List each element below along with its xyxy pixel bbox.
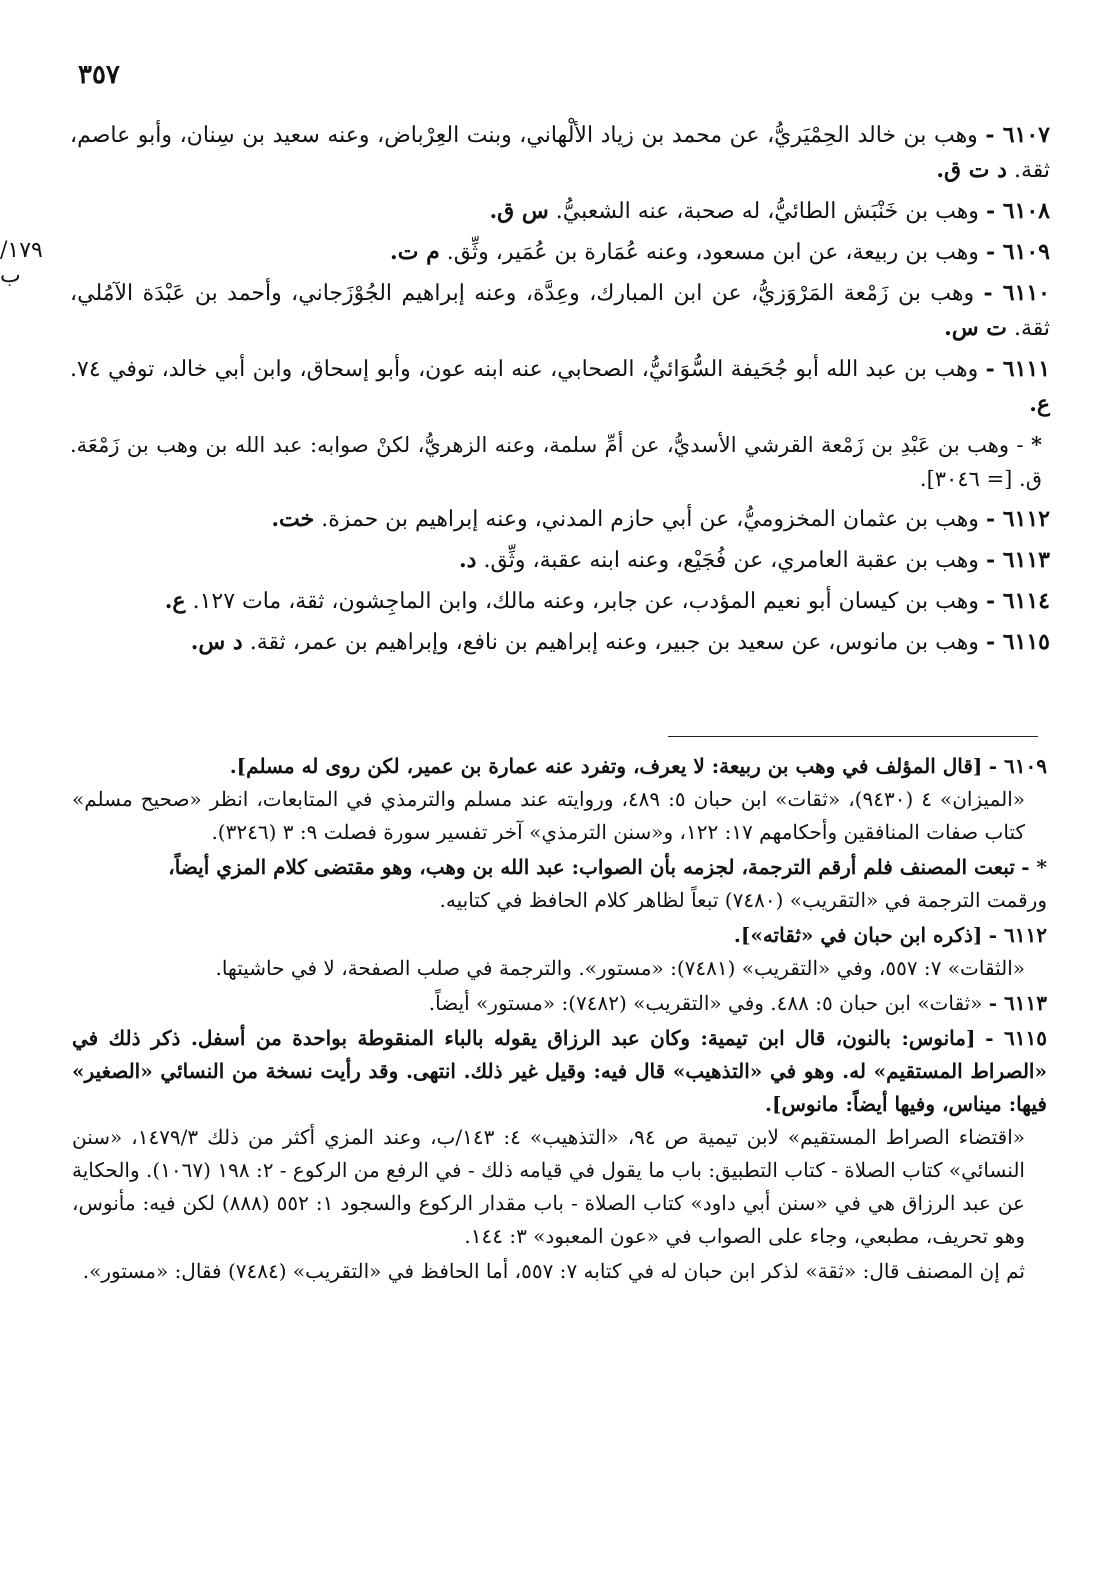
footnote-6113 [72, 987, 1047, 1020]
entry-text: وهب بن خَنْبَش الطائيُّ، له صحبة، عنه الشعبيُّ. [555, 199, 979, 224]
entry-6114 [70, 584, 1050, 619]
entry-number: ٦١١٣ - [985, 547, 1050, 573]
footnote-number: * - [1021, 855, 1047, 879]
entry-text: - وهب بن عَبْدِ بن زَمْعة القرشي الأسديُّ، عن أمِّ سلمة، وعنه الزهريُّ، لكنْ صوابه: عبد الله بن وهب بن زَمْعَة. ق. [= ٣٠٤٦]. [70, 433, 1042, 491]
footnotes [72, 750, 1047, 1290]
footnote-number: ٦١١٥ - [985, 1026, 1048, 1050]
footnote-6115 [72, 1022, 1047, 1253]
entry-text: وهب بن عقبة العامري، عن فُجَيْع، وعنه ابنه عقبة، وثِّق. [483, 548, 979, 573]
entry-6111 [70, 352, 1050, 422]
entry-codes: س ق. [489, 198, 549, 224]
entry-text: وهب بن عثمان المخزوميُّ، عن أبي حازم المدني، وعنه إبراهيم بن حمزة. [321, 507, 979, 532]
entry-codes: د ت ق. [936, 157, 1007, 183]
footnote-lead: تبعت المصنف فلم أرقم الترجمة، لجزمه بأن الصواب: عبد الله بن وهب، وهو مقتضى كلام المزي أيضاً، [168, 855, 1015, 879]
entry-text: وهب بن كيسان أبو نعيم المؤدب، عن جابر، وعنه مالك، وابن الماجِشون، ثقة، مات ١٢٧. [192, 589, 979, 614]
entry-codes: م ت. [390, 239, 440, 265]
entry-codes: ت س. [944, 315, 1007, 341]
footnote-lead: [قال المؤلف في وهب بن ربيعة: لا يعرف، وتفرد عنه عمارة بن عمير، لكن روى له مسلم]. [229, 754, 983, 778]
footnote-number: ٦١١٢ - [988, 923, 1047, 947]
entry-6110 [70, 276, 1050, 346]
entry-codes: ع. [164, 588, 186, 614]
entry-text: وهب بن زَمْعة المَرْوَزيُّ، عن ابن المبارك، وعِدَّة، وعنه إبراهيم الجُوْزَجاني، وأحمد بن عَبْدَة الآمُلي، ثقة. [70, 281, 1050, 341]
entry-text: وهب بن مانوس، عن سعيد بن جبير، وعنه إبراهيم بن نافع، وإبراهيم بن عمر، ثقة. [249, 630, 979, 655]
footnote-body: «الثقات» ٧: ٥٥٧، وفي «التقريب» (٧٤٨١): «مستور». والترجمة في صلب الصفحة، لا في حاشيتها. [215, 956, 1025, 980]
entry-6107 [70, 118, 1050, 188]
footnote-lead: [ذكره ابن حبان في «ثقاته»]. [733, 923, 983, 947]
entry-number: ٦١٠٧ - [985, 122, 1050, 148]
footnote-star [72, 851, 1047, 917]
footnote-6109 [72, 750, 1047, 849]
footnote-lead: [مانوس: بالنون، قال ابن تيمية: وكان عبد الرزاق يقوله بالباء المنقوطة بواحدة من أسفل. ذكر ذلك في «الصراط المستقيم» له. وهو في «التذهيب» قال فيه: وقيل غير ذلك. انتهى. وقد رأيت نسخة من النسائي «الصغير» فيها: ميناس، وفيها أيضاً: مانوس]. [72, 1026, 1047, 1116]
footnote-body: ثم إن المصنف قال: «ثقة» لذكر ابن حبان له في كتابه ٧: ٥٥٧، أما الحافظ في «التقريب» (٧٤٨٤) فقال: «مستور». [82, 1259, 1025, 1283]
entry-codes: د. [458, 547, 477, 573]
entry-unnumbered [70, 428, 1050, 496]
footnote-body: «اقتضاء الصراط المستقيم» لابن تيمية ص ٩٤، «التذهيب» ٤: ١٤٣/ب، وعند المزي أكثر من ذلك ١٤٧٩/٣، «سنن النسائي» كتاب الصلاة - كتاب التطبيق: باب ما يقول في قيامه ذلك - في الرفع من الركوع - ٢: ١٩٨ (١٠٦٧). والحكاية عن عبد الرزاق هي في «سنن أبي داود» كتاب الصلاة - باب مقدار الركوع والسجود ١: ٥٥٢ (٨٨٨) لكن فيه: مأنوس، وهو تحريف، مطبعي، وجاء على الصواب في «عون المعبود» ٣: ١٤٤. [72, 1125, 1025, 1248]
entry-number: ٦١٠٩ - [985, 239, 1050, 265]
entry-6113 [70, 543, 1050, 578]
star-marker: * [1031, 432, 1042, 457]
entry-number: ٦١١١ - [985, 356, 1051, 382]
footnote-6112 [72, 919, 1047, 985]
entry-codes: د س. [190, 629, 243, 655]
entry-number: ٦١١٤ - [985, 588, 1050, 614]
entry-codes: ع. [1029, 391, 1050, 417]
entry-number: ٦١١٥ - [985, 629, 1050, 655]
footnote-number: ٦١٠٩ - [988, 754, 1047, 778]
footnote-divider [668, 736, 1038, 737]
entry-number: ٦١١٢ - [985, 506, 1050, 532]
margin-folio-note: ١٧٩/ب [0, 238, 43, 288]
entry-text: وهب بن خالد الحِمْيَريُّ، عن محمد بن زياد الألْهاني، وبنت العِرْباض، وعنه سعيد بن سِنان، وأبو عاصم، ثقة. [70, 123, 1050, 183]
entry-6108 [70, 194, 1050, 229]
footnote-body: «ثقات» ابن حبان ٥: ٤٨٨. وفي «التقريب» (٧٤٨٢): «مستور» أيضاً. [428, 991, 983, 1015]
entry-codes: خت. [271, 506, 315, 532]
footnote-body: «الميزان» ٤ (٩٤٣٠)، «ثقات» ابن حبان ٥: ٤٨٩، وروايته عند مسلم والترمذي في المتابعات، انظر «صحيح مسلم» كتاب صفات المنافقين وأحكامهم ١٧: ١٢٢، و«سنن الترمذي» آخر تفسير سورة فصلت ٩: ٣ (٣٢٤٦). [72, 787, 1025, 844]
biographical-entries [70, 118, 1050, 666]
entry-6112 [70, 502, 1050, 537]
entry-6109 [70, 235, 1050, 270]
entry-text: وهب بن ربيعة، عن ابن مسعود، وعنه عُمَارة بن عُمَير، وثِّق. [446, 240, 979, 265]
entry-6115 [70, 625, 1050, 660]
entry-number: ٦١١٠ - [983, 280, 1050, 306]
entry-text: وهب بن عبد الله أبو جُحَيفة السُّوَائيُّ، الصحابي، عنه ابنه عون، وأبو إسحاق، وابن أبي خالد، توفي ٧٤. [70, 357, 979, 382]
entry-number: ٦١٠٨ - [985, 198, 1050, 224]
footnote-body: ورقمت الترجمة في «التقريب» (٧٤٨٠) تبعاً لظاهر كلام الحافظ في كتابيه. [439, 888, 1047, 912]
page-number: ٣٥٧ [78, 60, 120, 90]
footnote-number: ٦١١٣ - [988, 991, 1047, 1015]
footnote-continuation [72, 1255, 1047, 1288]
